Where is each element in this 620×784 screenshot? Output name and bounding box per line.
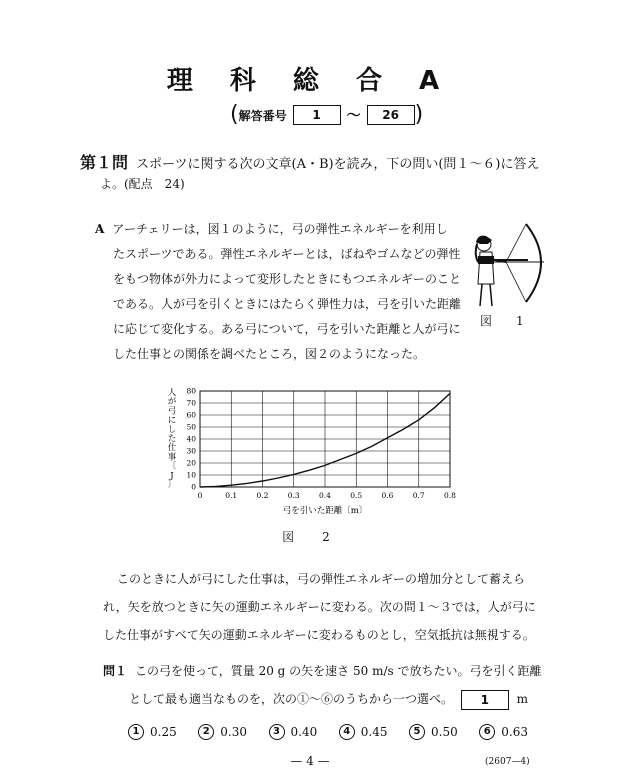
choice-number: 5 [409, 724, 425, 740]
y-axis-label-char: に [167, 415, 177, 426]
choice-number: 3 [269, 724, 285, 740]
choice-1[interactable] [128, 724, 177, 740]
x-tick-label: 0.1 [225, 491, 238, 500]
x-tick-label: 0.8 [444, 491, 456, 500]
y-tick-label: 40 [186, 434, 196, 444]
y-axis-label-char: 弓 [167, 406, 177, 417]
choice-value: 0.63 [501, 725, 528, 739]
y-tick-label: 70 [186, 398, 196, 408]
y-axis-label-char: 仕 [167, 443, 177, 454]
figure-2-caption: 図 2 [282, 530, 338, 544]
x-tick-label: 0.2 [256, 491, 269, 500]
paragraph-2-line: このときに人が弓にした仕事は，弓の弾性エネルギーの増加分として蓄えら [117, 572, 526, 586]
x-tick-label: 0.3 [287, 491, 300, 500]
page-code: (2607—4) [485, 757, 530, 767]
y-tick-label: 10 [186, 470, 196, 480]
choice-number: 6 [479, 724, 495, 740]
choice-5[interactable] [409, 724, 458, 740]
x-axis-label: 弓を引いた距離〔m〕 [282, 506, 368, 516]
section-a-text [95, 217, 465, 367]
section-a-line: した仕事との関係を調べたところ，図２のようになった。 [113, 347, 426, 361]
page-title: 理 科 総 合 A [166, 66, 454, 96]
answer-unit: m [516, 692, 529, 706]
choice-2[interactable] [198, 724, 247, 740]
paragraph-2 [103, 565, 553, 649]
y-tick-label: 0 [191, 482, 196, 492]
y-tick-label: 80 [186, 386, 196, 396]
choice-4[interactable] [339, 724, 388, 740]
y-tick-label: 60 [186, 410, 196, 420]
answer-number-from: 1 [293, 105, 341, 125]
question-number: 第１問 [80, 153, 129, 172]
section-a-line: に応じて変化する。ある弓について，弓を引いた距離と人が弓に [113, 322, 461, 336]
choice-3[interactable] [269, 724, 318, 740]
choice-number: 1 [128, 724, 144, 740]
choice-value: 0.25 [150, 725, 177, 739]
choice-6[interactable] [479, 724, 528, 740]
answer-box[interactable]: 1 [461, 690, 509, 710]
y-tick-label: 30 [186, 446, 196, 456]
answer-number-range: ( 解答番号 1 〜 26 ) [230, 102, 424, 127]
question-1-line: として最も適当なものを，次の①〜⑥のうちから一つ選べ。 [129, 692, 454, 706]
question-1-line: この弓を使って，質量 20 g の矢を速さ 50 m/s で放ちたい。弓を引く距離 [135, 664, 542, 678]
section-a-line: たスポーツである。弾性エネルギーとは，ばねやゴムなどの弾性 [113, 247, 461, 261]
choice-value: 0.50 [431, 725, 458, 739]
y-tick-label: 50 [186, 422, 196, 432]
x-tick-label: 0.5 [350, 491, 363, 500]
question-1 [103, 657, 553, 713]
y-axis-label-char: J [170, 470, 174, 481]
y-axis-label-char: し [167, 424, 177, 435]
x-tick-label: 0.6 [381, 491, 394, 500]
question-heading [80, 152, 550, 176]
x-tick-label: 0.7 [412, 491, 425, 500]
y-axis-label-char: 〔 [167, 461, 177, 472]
section-a-line: アーチェリーは，図１のように，弓の弾性エネルギーを利用し [112, 222, 448, 236]
answer-number-label: 解答番号 [238, 108, 287, 123]
choice-value: 0.45 [360, 725, 388, 739]
archer-illustration [468, 222, 548, 308]
choice-value: 0.40 [290, 725, 318, 739]
work-distance-chart [160, 385, 480, 525]
figure-1-caption: 図 1 [480, 314, 530, 328]
x-tick-label: 0 [197, 491, 203, 500]
question-1-label: 問１ [103, 664, 128, 678]
choice-number: 4 [339, 724, 355, 740]
choice-number: 2 [198, 724, 214, 740]
section-a-label: A [95, 222, 105, 236]
y-axis-label-char: 事 [167, 452, 177, 463]
answer-choices [128, 724, 528, 740]
x-tick-label: 0.4 [319, 491, 331, 500]
y-axis-label-char: た [167, 434, 177, 444]
section-a-line: をもつ物体が外力によって変形したときにもつエネルギーのこと [113, 272, 462, 286]
answer-number-to: 26 [367, 105, 415, 125]
paragraph-2-line: れ，矢を放つときに矢の運動エネルギーに変わる。次の問１〜３では，人が弓に [103, 600, 536, 614]
y-tick-label: 20 [186, 458, 196, 468]
page-number: — 4 — [290, 754, 330, 768]
y-axis-label-char: が [167, 397, 177, 408]
tilde: 〜 [346, 108, 361, 124]
paragraph-2-line: した仕事がすべて矢の運動エネルギーに変わるものとし，空気抵抗は無視する。 [103, 628, 535, 642]
y-axis-label-char: 〕 [167, 480, 177, 490]
y-axis-label-char: 人 [167, 388, 177, 398]
section-a-line: である。人が弓を引くときにはたらく弾性力は，弓を引いた距離 [113, 297, 462, 311]
question-intro: スポーツに関する次の文章(A・B)を読み，下の問い(問１〜６)に答え [136, 157, 540, 172]
choice-value: 0.30 [220, 725, 247, 739]
question-intro-line2: よ。(配点 24) [100, 177, 185, 191]
